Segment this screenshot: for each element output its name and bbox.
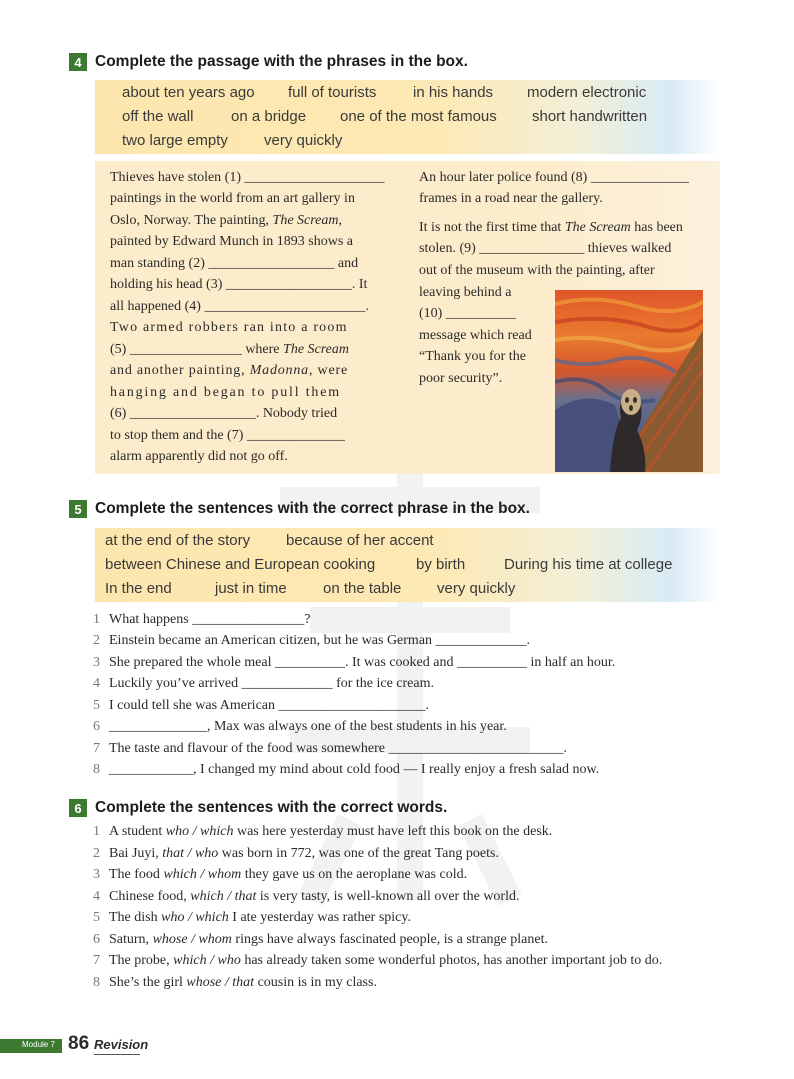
the-scream-painting-image xyxy=(555,290,703,472)
exercise-title: Complete the sentences with the correct words. xyxy=(95,799,448,816)
phrase: During his time at college xyxy=(504,556,673,573)
sentence-item: 1 A student who / which was here yesterday must have left this book on the desk. xyxy=(93,824,553,839)
sentence-item: 5 The dish who / which I ate yesterday was rather spicy. xyxy=(93,910,411,925)
exercise-6-heading xyxy=(69,799,447,817)
phrase: In the end xyxy=(105,580,172,597)
phrase: in his hands xyxy=(413,84,494,101)
page-footer xyxy=(0,1035,160,1055)
sentence-item: 8 ____________, I changed my mind about cold food — I really enjoy a fresh salad now. xyxy=(93,762,600,777)
phrase: one of the most famous xyxy=(340,108,497,125)
module-label: Module 7 xyxy=(22,1040,55,1049)
passage-line: painted by Edward Munch in 1893 shows a xyxy=(110,234,354,249)
sentence-item: 6 ______________, Max was always one of the best students in his year. xyxy=(93,719,507,734)
phrase: at the end of the story xyxy=(105,532,251,549)
passage-line: (5) ________________ where The Scream xyxy=(110,342,349,357)
passage-line: hanging and began to pull them xyxy=(110,385,341,400)
word-choice[interactable]: that / who xyxy=(162,846,219,861)
phrase: very quickly xyxy=(264,132,343,149)
exercise-5-heading xyxy=(69,500,530,518)
phrase: between Chinese and European cooking xyxy=(105,556,376,573)
sentence-item: 2 Bai Juyi, that / who was born in 772, was one of the great Tang poets. xyxy=(93,846,499,861)
passage-line: Two armed robbers ran into a room xyxy=(110,320,348,335)
word-choice[interactable]: which / who xyxy=(173,953,241,968)
sentence-item: 2 Einstein became an American citizen, but he was German _____________. xyxy=(93,633,531,648)
sentence-item: 3 She prepared the whole meal __________. It was cooked and __________ in half an hour. xyxy=(93,655,616,670)
exercise-4-heading xyxy=(69,53,468,71)
sentence-item: 3 The food which / whom they gave us on the aeroplane was cold. xyxy=(93,867,468,882)
word-choice[interactable]: which / whom xyxy=(163,867,242,882)
sentence-item: 1 What happens ________________? xyxy=(93,612,311,627)
phrase-box-5 xyxy=(95,528,720,602)
passage-line: It is not the first time that The Scream has been xyxy=(419,220,683,235)
passage-line: man standing (2) __________________ and xyxy=(110,256,359,271)
phrase: short handwritten xyxy=(532,108,648,125)
phrase: on a bridge xyxy=(231,108,307,125)
passage-line: leaving behind a xyxy=(419,285,512,300)
passage-line: message which read xyxy=(419,328,532,343)
passage-line: poor security”. xyxy=(419,371,503,386)
word-choice[interactable]: who / which xyxy=(161,910,229,925)
passage-line: and another painting, Madonna, were xyxy=(110,363,348,378)
passage-line: frames in a road near the gallery. xyxy=(419,191,603,206)
section-label: Revision xyxy=(94,1037,149,1052)
exercise-title: Complete the passage with the phrases in the box. xyxy=(95,53,468,70)
footer-underline xyxy=(94,1054,140,1055)
sentence-item: 6 Saturn, whose / whom rings have always fascinated people, is a strange planet. xyxy=(93,932,548,947)
passage-line: Thieves have stolen (1) ____________________ xyxy=(110,170,385,185)
passage-line: Oslo, Norway. The painting, The Scream, xyxy=(110,213,342,228)
passage-line: alarm apparently did not go off. xyxy=(110,449,288,464)
phrase: full of tourists xyxy=(288,84,377,101)
phrase: two large empty xyxy=(122,132,228,149)
sentence-item: 7 The probe, which / who has already taken some wonderful photos, has another important job to do. xyxy=(93,953,663,968)
phrase: on the table xyxy=(323,580,402,597)
passage-line: all happened (4) _______________________. xyxy=(110,299,369,314)
word-choice[interactable]: whose / whom xyxy=(152,932,232,947)
passage-line: (10) __________ xyxy=(419,306,516,321)
passage-line: stolen. (9) _______________ thieves walked xyxy=(419,241,672,256)
phrase: just in time xyxy=(215,580,287,597)
page-number: 86 xyxy=(68,1033,90,1054)
phrase: off the wall xyxy=(122,108,194,125)
exercise-number-badge: 6 xyxy=(69,799,87,817)
phrase: because of her accent xyxy=(286,532,434,549)
exercise-number-badge: 4 xyxy=(69,53,87,71)
word-choice[interactable]: whose / that xyxy=(186,975,255,990)
phrase: very quickly xyxy=(437,580,516,597)
passage-line: paintings in the world from an art gallery in xyxy=(110,191,355,206)
sentence-item: 7 The taste and flavour of the food was somewhere _________________________. xyxy=(93,741,568,756)
sentence-item: 4 Chinese food, which / that is very tasty, is well-known all over the world. xyxy=(93,889,520,904)
sentence-item: 5 I could tell she was American _____________________. xyxy=(93,698,430,713)
sentence-item: 8 She’s the girl whose / that cousin is in my class. xyxy=(93,975,377,990)
passage-line: (6) __________________. Nobody tried xyxy=(110,406,338,421)
passage-line: to stop them and the (7) ______________ xyxy=(110,428,345,443)
exercise-number-badge: 5 xyxy=(69,500,87,518)
sentence-item: 4 Luckily you’ve arrived _____________ for the ice cream. xyxy=(93,676,435,691)
phrase: modern electronic xyxy=(527,84,647,101)
word-choice[interactable]: which / that xyxy=(190,889,257,904)
passage-line: out of the museum with the painting, after xyxy=(419,263,655,278)
phrase: about ten years ago xyxy=(122,84,255,101)
passage-line: holding his head (3) __________________. It xyxy=(110,277,368,292)
phrase: by birth xyxy=(416,556,466,573)
phrase-box-4 xyxy=(95,80,720,154)
exercise-title: Complete the sentences with the correct phrase in the box. xyxy=(95,500,530,517)
passage-line: An hour later police found (8) ______________ xyxy=(419,170,689,185)
word-choice[interactable]: who / which xyxy=(165,824,234,839)
passage-line: “Thank you for the xyxy=(419,349,526,364)
